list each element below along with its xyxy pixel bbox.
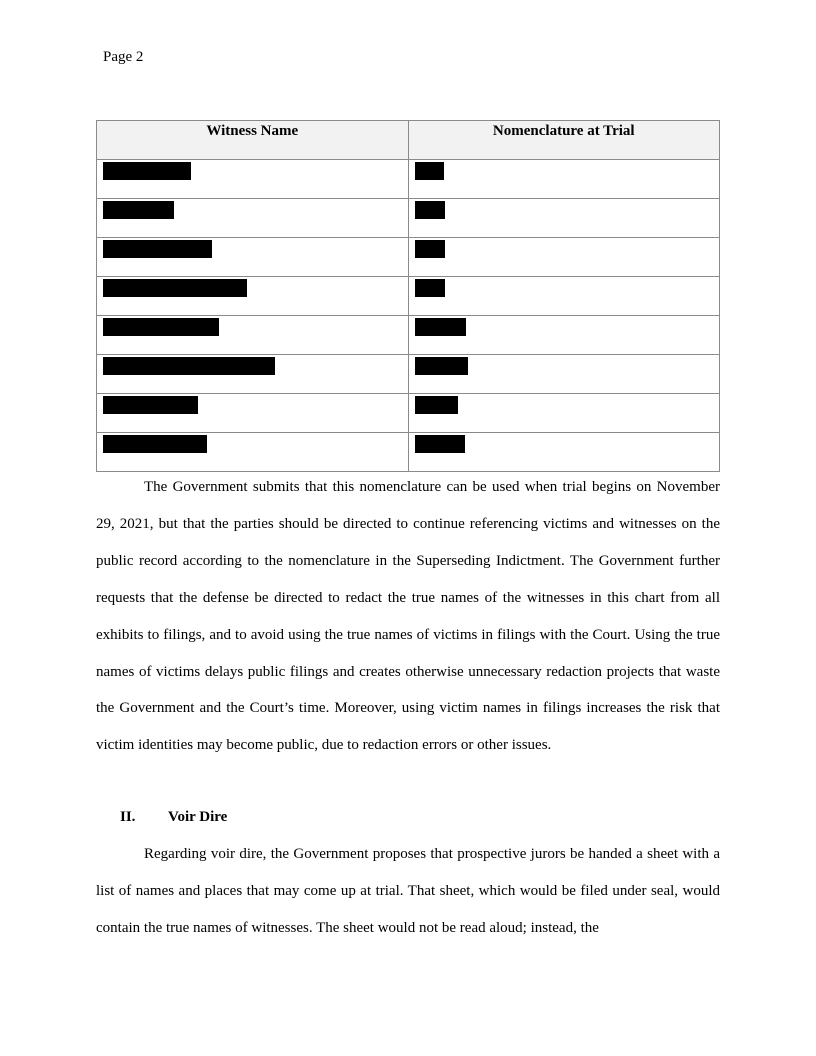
redacted-nomenclature bbox=[415, 279, 445, 297]
body-paragraph-1-block bbox=[96, 469, 720, 764]
page-number: Page 2 bbox=[103, 49, 144, 65]
body-paragraph-2-block bbox=[96, 836, 720, 947]
redacted-nomenclature bbox=[415, 162, 444, 180]
table-row bbox=[97, 394, 720, 433]
table-row bbox=[97, 199, 720, 238]
redacted-nomenclature bbox=[415, 201, 445, 219]
table-header-row bbox=[97, 121, 720, 160]
redacted-witness-name bbox=[103, 396, 198, 414]
body-paragraph-1: The Government submits that this nomenclature can be used when trial begins on November 29, 2021, but that the parties should be directed to continue referencing victims and witnesses on the public record according to the nomenclature in the Superseding Indictment. The Government further requests that the defense be directed to redact the true names of the witnesses in this chart from all exhibits to filings, and to avoid using the true names of victims in filings with the Court. Using the true names of victims delays public filings and creates otherwise unnecessary redaction projects that waste the Government and the Court’s time. Moreover, using victim names in filings increases the risk that victim identities may become public, due to redaction errors or other issues. bbox=[96, 479, 720, 754]
redacted-witness-name bbox=[103, 201, 174, 219]
table-row bbox=[97, 316, 720, 355]
body-paragraph-2: Regarding voir dire, the Government proposes that prospective jurors be handed a sheet with a list of names and places that may come up at trial. That sheet, which would be filed under seal, would contain the true names of witnesses. The sheet would not be read aloud; instead, the bbox=[96, 846, 720, 936]
redacted-nomenclature bbox=[415, 318, 466, 336]
redacted-nomenclature bbox=[415, 357, 468, 375]
header-nomenclature: Nomenclature at Trial bbox=[408, 121, 720, 160]
table-row bbox=[97, 433, 720, 472]
redacted-witness-name bbox=[103, 279, 247, 297]
redacted-witness-name bbox=[103, 435, 207, 453]
table-row bbox=[97, 238, 720, 277]
witness-table bbox=[96, 120, 720, 472]
header-witness-name: Witness Name bbox=[97, 121, 409, 160]
redacted-witness-name bbox=[103, 357, 275, 375]
redacted-nomenclature bbox=[415, 240, 445, 258]
redacted-nomenclature bbox=[415, 435, 465, 453]
section-heading bbox=[120, 799, 227, 835]
section-number: II. bbox=[120, 809, 136, 825]
redacted-witness-name bbox=[103, 240, 212, 258]
table-row bbox=[97, 160, 720, 199]
redacted-nomenclature bbox=[415, 396, 458, 414]
redacted-witness-name bbox=[103, 318, 219, 336]
redacted-witness-name bbox=[103, 162, 191, 180]
section-title: Voir Dire bbox=[168, 809, 228, 825]
table-row bbox=[97, 277, 720, 316]
table-row bbox=[97, 355, 720, 394]
